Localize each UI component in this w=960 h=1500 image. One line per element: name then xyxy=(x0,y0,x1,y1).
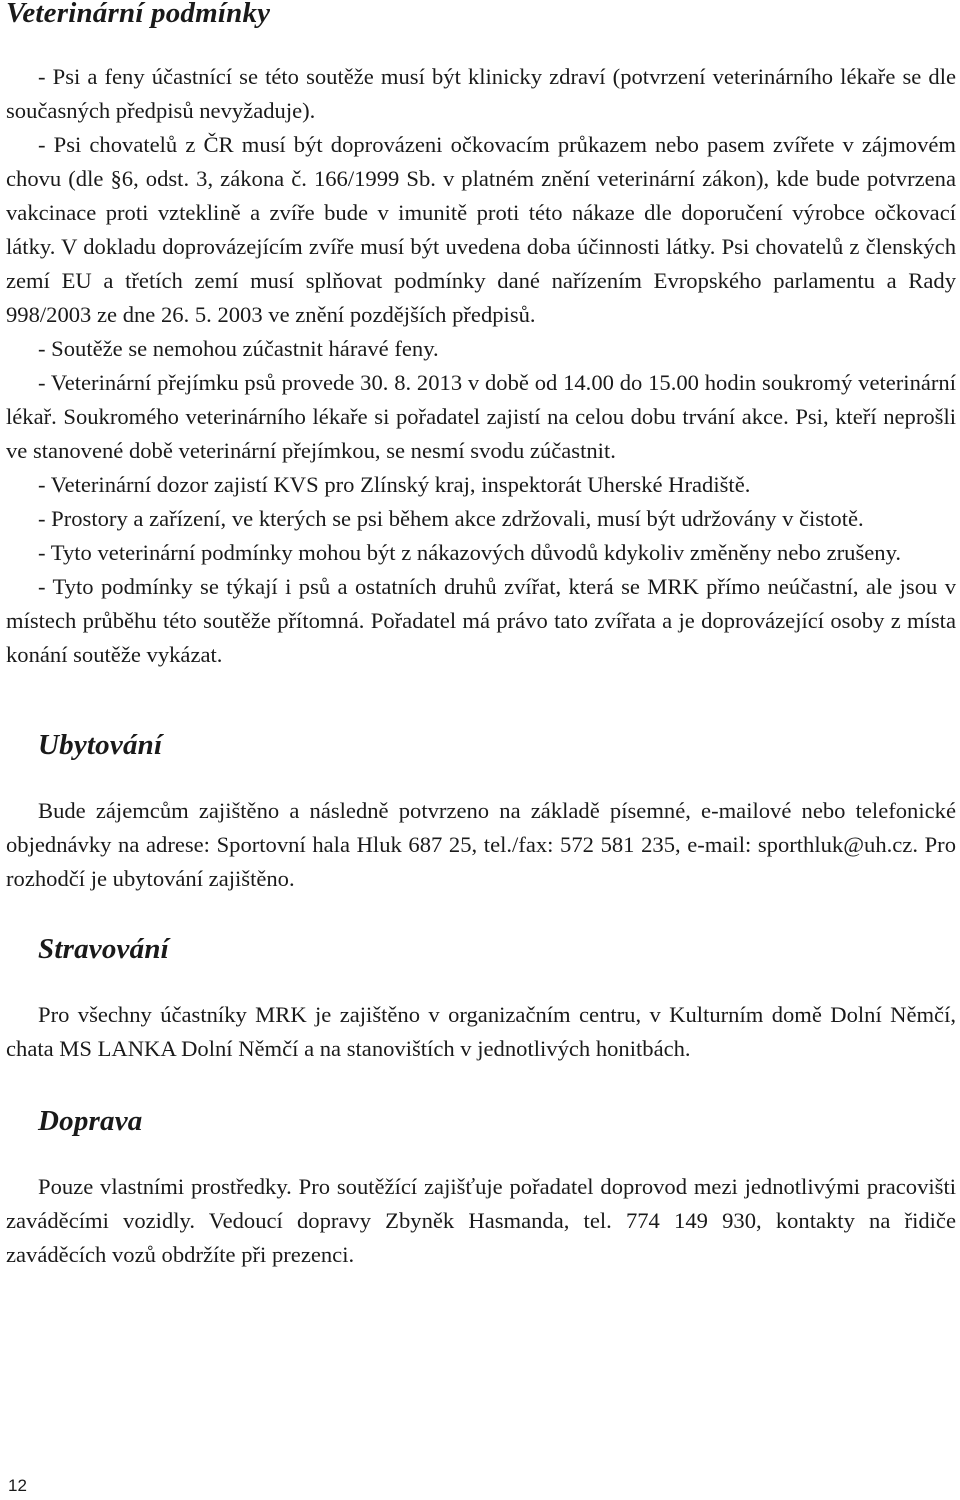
catering-text: Pro všechny účastníky MRK je zajištěno v organizačním centru, v Kulturním domě Dolní Němčí, chata MS LANKA Dolní Němčí a na stanovištích v jednotlivých honitbách. xyxy=(6,1002,956,1061)
vet-paragraph: - Tyto podmínky se týkají i psů a ostatních druhů zvířat, která se MRK přímo neúčastní, ale jsou v místech průběhu této soutěže přítomná. Pořadatel má právo tato zvířata a je doprovázející osoby z místa konání soutěže vykázat. xyxy=(6,574,956,667)
accommodation-text: Bude zájemcům zajištěno a následně potvrzeno na základě písemné, e-mailové nebo telefonické objednávky na adrese: Sportovní hala Hluk 687 25, tel./fax: 572 581 235, e-mail: sporthluk@uh.cz. Pro rozhodčí je ubytování zajištěno. xyxy=(6,798,956,891)
vet-paragraph: - Psi chovatelů z ČR musí být doprovázeni očkovacím průkazem nebo pasem zvířete v zájmovém chovu (dle §6, odst. 3, zákona č. 166/1999 Sb. v platném znění veterinární zákon), kde bude potvrzena vakcinace proti vzteklině a zvíře bude v imunitě proti této nákaze dle doporučení výrobce očkovací látky. V dokladu doprovázejícím zvíře musí být uvedena doba účinnosti látky. Psi chovatelů z členských zemí EU a třetích zemí musí splňovat podmínky dané nařízením Evropského parlamentu a Rady 998/2003 ze dne 26. 5. 2003 ve znění pozdějších předpisů. xyxy=(6,132,956,327)
vet-paragraph: - Prostory a zařízení, ve kterých se psi během akce zdržovali, musí být udržovány v čistotě. xyxy=(38,506,864,531)
section-title-catering: Stravování xyxy=(38,933,169,965)
vet-paragraph: - Veterinární přejímku psů provede 30. 8. 2013 v době od 14.00 do 15.00 hodin soukromý veterinární lékař. Soukromého veterinárního lékaře si pořadatel zajistí na celou dobu trvání akce. Psi, kteří neprošli ve stanovené době veterinární přejímkou, se nesmí svodu zúčastnit. xyxy=(6,370,956,463)
vet-paragraph: - Psi a feny účastnící se této soutěže musí být klinicky zdraví (potvrzení veterinárního lékaře se dle současných předpisů nevyžaduje). xyxy=(6,64,956,123)
document-page xyxy=(6,0,956,1272)
transport-text: Pouze vlastními prostředky. Pro soutěžící zajišťuje pořadatel doprovod mezi jednotlivými pracovišti zaváděcími vozidly. Vedoucí dopravy Zbyněk Hasmanda, tel. 774 149 930, kontakty na řidiče zaváděcích vozů obdržíte při prezenci. xyxy=(6,1174,956,1267)
section-title-accommodation: Ubytování xyxy=(38,729,163,761)
section-title-transport: Doprava xyxy=(38,1105,143,1137)
section-title-veterinary: Veterinární podmínky xyxy=(6,0,271,29)
vet-paragraph: - Tyto veterinární podmínky mohou být z nákazových důvodů kdykoliv změněny nebo zrušeny. xyxy=(38,540,902,565)
vet-paragraph: - Soutěže se nemohou zúčastnit háravé feny. xyxy=(38,336,439,361)
vet-paragraph: - Veterinární dozor zajistí KVS pro Zlínský kraj, inspektorát Uherské Hradiště. xyxy=(38,472,751,497)
page-number: 12 xyxy=(8,1476,27,1495)
